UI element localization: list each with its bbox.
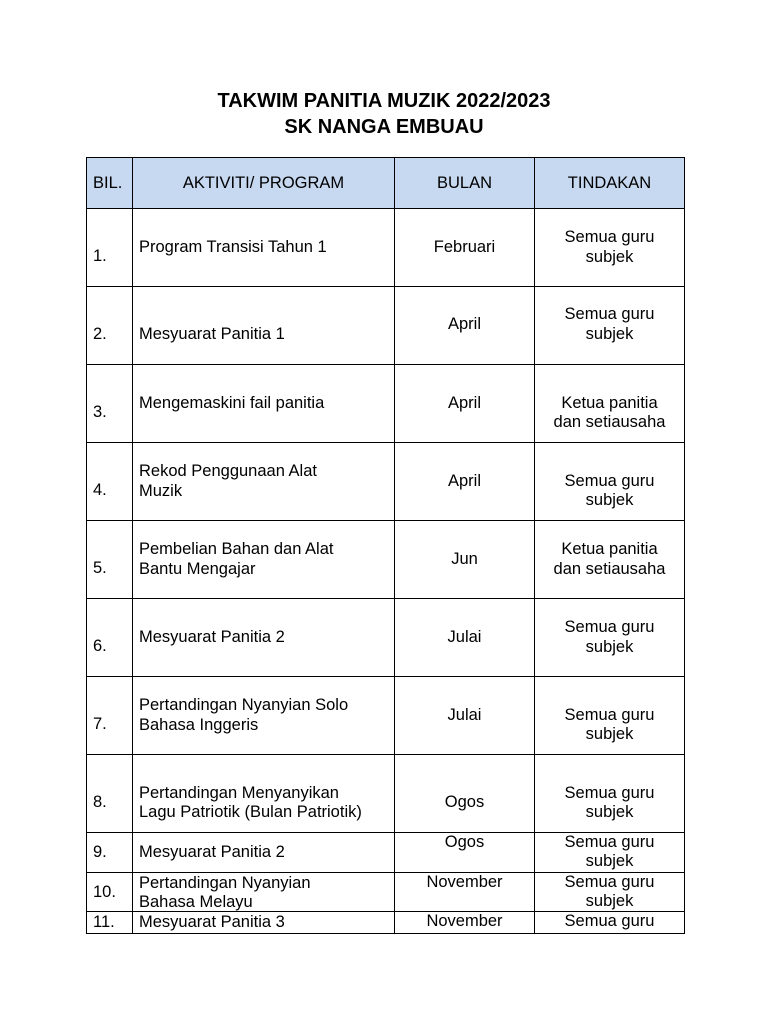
month-cell: Februari bbox=[433, 238, 496, 256]
table-row bbox=[87, 599, 685, 677]
activity-line: Program Transisi Tahun 1 bbox=[139, 238, 327, 256]
table-row bbox=[87, 521, 685, 599]
action-line: Semua guru bbox=[564, 833, 655, 851]
month-cell: Julai bbox=[447, 628, 482, 646]
activity-line: Bantu Mengajar bbox=[139, 560, 256, 578]
document-title: TAKWIM PANITIA MUZIK 2022/2023 bbox=[217, 90, 551, 112]
month-cell: April bbox=[447, 472, 481, 490]
month-cell: Ogos bbox=[444, 833, 485, 851]
activity-line: Bahasa Inggeris bbox=[139, 716, 259, 734]
table-row bbox=[87, 287, 685, 365]
action-line: Semua guru bbox=[564, 873, 655, 891]
table-row bbox=[87, 873, 685, 912]
activity-line: Lagu Patriotik (Bulan Patriotik) bbox=[139, 803, 362, 821]
activity-line: Pertandingan Menyanyikan bbox=[139, 784, 339, 802]
activity-line: Mesyuarat Panitia 3 bbox=[139, 913, 285, 931]
row-number: 10. bbox=[93, 883, 116, 901]
row-number: 3. bbox=[93, 403, 107, 421]
action-line: dan setiausaha bbox=[553, 560, 666, 578]
month-cell: Julai bbox=[447, 706, 482, 724]
table-row bbox=[87, 209, 685, 287]
activity-line: Pertandingan Nyanyian Solo bbox=[139, 696, 349, 714]
row-number: 4. bbox=[93, 481, 107, 499]
row-number: 2. bbox=[93, 325, 107, 343]
activity-line: Muzik bbox=[139, 482, 183, 500]
action-line: Ketua panitia bbox=[561, 540, 658, 558]
action-line: subjek bbox=[585, 803, 634, 821]
table-row bbox=[87, 365, 685, 443]
table-row bbox=[87, 677, 685, 755]
activity-line: Pertandingan Nyanyian bbox=[139, 874, 311, 892]
action-line: subjek bbox=[585, 638, 634, 656]
month-cell: Ogos bbox=[444, 793, 485, 811]
action-line: Semua guru bbox=[564, 784, 655, 802]
table-row bbox=[87, 833, 685, 873]
row-number: 7. bbox=[93, 715, 107, 733]
action-line: Semua guru bbox=[564, 305, 655, 323]
activity-line: Bahasa Melayu bbox=[139, 893, 253, 911]
header-bulan: BULAN bbox=[395, 158, 535, 209]
header-tindakan: TINDAKAN bbox=[535, 158, 685, 209]
table-header-row bbox=[87, 158, 685, 209]
table-row bbox=[87, 912, 685, 934]
action-line: subjek bbox=[585, 325, 634, 343]
month-cell: Jun bbox=[451, 550, 478, 568]
action-line: subjek bbox=[585, 248, 634, 266]
table-row bbox=[87, 755, 685, 833]
table-row bbox=[87, 443, 685, 521]
action-line: dan setiausaha bbox=[553, 413, 666, 431]
row-number: 9. bbox=[93, 843, 107, 861]
action-line: subjek bbox=[585, 852, 634, 870]
row-number: 6. bbox=[93, 637, 107, 655]
header-aktiviti: AKTIVITI/ PROGRAM bbox=[133, 158, 395, 209]
month-cell: April bbox=[447, 394, 481, 412]
action-line: Ketua panitia bbox=[561, 394, 658, 412]
month-cell: November bbox=[426, 912, 503, 930]
row-number: 11. bbox=[93, 913, 115, 931]
activity-line: Mesyuarat Panitia 1 bbox=[139, 325, 285, 343]
school-name: SK NANGA EMBUAU bbox=[284, 116, 484, 138]
takwim-table bbox=[86, 157, 685, 934]
action-line: Semua guru bbox=[564, 706, 655, 724]
month-cell: April bbox=[447, 315, 481, 333]
action-line: subjek bbox=[585, 892, 634, 910]
action-line: subjek bbox=[585, 491, 634, 509]
action-line: Semua guru bbox=[564, 618, 655, 636]
activity-line: Mesyuarat Panitia 2 bbox=[139, 843, 285, 861]
activity-line: Mengemaskini fail panitia bbox=[139, 394, 325, 412]
activity-line: Mesyuarat Panitia 2 bbox=[139, 628, 285, 646]
row-number: 1. bbox=[93, 247, 107, 265]
header-bil: BIL. bbox=[87, 158, 133, 209]
month-cell: November bbox=[426, 873, 503, 891]
action-line: Semua guru bbox=[564, 472, 655, 490]
action-line: subjek bbox=[585, 725, 634, 743]
action-line: Semua guru bbox=[564, 912, 655, 930]
activity-line: Pembelian Bahan dan Alat bbox=[139, 540, 334, 558]
row-number: 8. bbox=[93, 793, 107, 811]
row-number: 5. bbox=[93, 559, 107, 577]
activity-line: Rekod Penggunaan Alat bbox=[139, 462, 317, 480]
action-line: Semua guru bbox=[564, 228, 655, 246]
